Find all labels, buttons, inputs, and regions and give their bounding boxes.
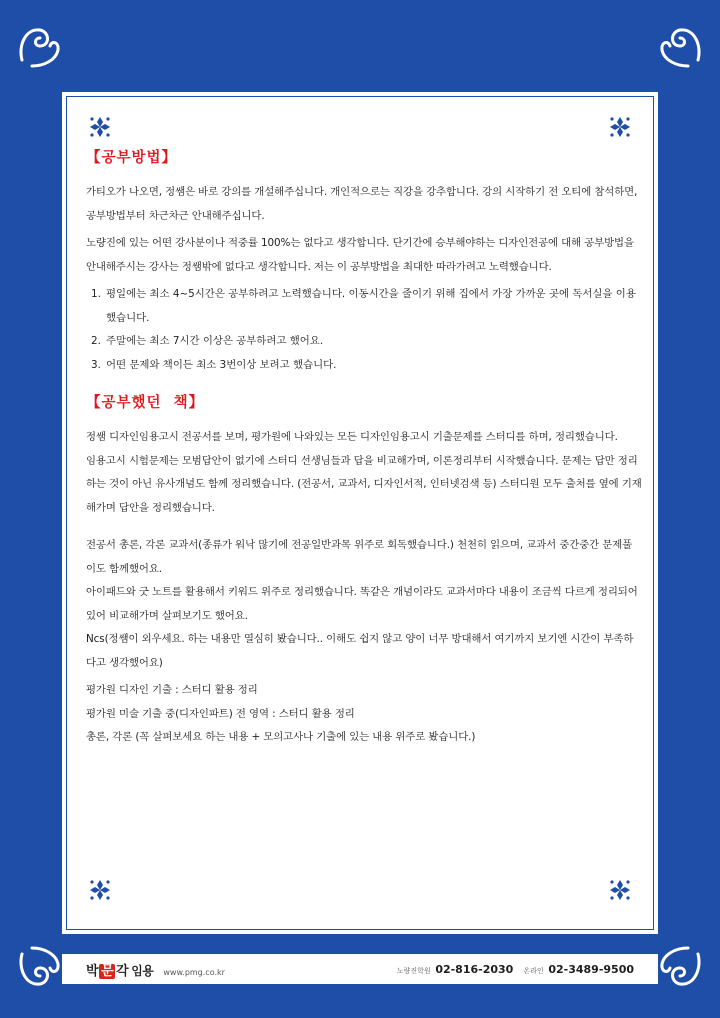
brand bbox=[86, 960, 225, 979]
paragraph: 임용고시 시험문제는 모범답안이 없기에 스터디 선생님들과 답을 비교해가며, 이론정리부터 시작했습니다. 문제는 답만 정리하는 것이 아닌 유사개념도 함께 정리했습니다. (전공서, 교과서, 디자인서적, 인터넷검색 등) 스터디원 모두 출처를 옆에 기재해가며 답안을 정리했습니다. bbox=[86, 454, 642, 514]
study-plan-list bbox=[86, 283, 642, 377]
list-item: 1. 평일에는 최소 4~5시간은 공부하려고 노력했습니다. 이동시간을 줄이기 위해 집에서 가장 가까운 곳에 독서실을 이용했습니다. bbox=[91, 288, 636, 324]
contact-label: 노량진학원 bbox=[396, 966, 431, 975]
list-item: 2. 주말에는 최소 7시간 이상은 공부하려고 했어요. bbox=[91, 335, 324, 347]
section-title-books: 【공부했던 책】 bbox=[86, 395, 205, 411]
footer-bar bbox=[62, 954, 658, 984]
diamond-ornament-bottom-left-icon bbox=[87, 877, 113, 903]
summary-line: 총론, 각론 (꼭 살펴보세요 하는 내용 + 모의고사나 기출에 있는 내용 위주로 봤습니다.) bbox=[86, 731, 476, 743]
diamond-ornament-top-right-icon bbox=[607, 114, 633, 140]
contact-number: 02-3489-9500 bbox=[548, 962, 634, 976]
paragraph: 전공서 총론, 각론 교과서(종류가 워낙 많기에 전공일반과목 위주로 회독했습니다.) 천천히 읽으며, 교과서 중간중간 문제풀이도 함께했어요. bbox=[86, 539, 633, 575]
paragraph: Ncs(정쌤이 외우세요. 하는 내용만 열심히 봤습니다.. 이해도 쉽지 않고 양이 너무 방대해서 여기까지 보기엔 시간이 부족하다고 생각했어요) bbox=[86, 633, 634, 669]
contact-label: 온라인 bbox=[523, 966, 544, 975]
paragraph: 정쌤 디자인임용고시 전공서를 보며, 평가원에 나와있는 모든 디자인임용고시 기출문제를 스터디를 하며, 정리했습니다. bbox=[86, 431, 618, 443]
contact-number: 02-816-2030 bbox=[435, 962, 514, 976]
corner-swirl-top-left-icon bbox=[14, 20, 64, 70]
website-url[interactable]: www.pmg.co.kr bbox=[163, 967, 225, 977]
paragraph: 아이패드와 굿 노트를 활용해서 키워드 위주로 정리했습니다. 똑같은 개념이라도 교과서마다 내용이 조금씩 다르게 정리되어 있어 비교해가며 살펴보기도 했어요. bbox=[86, 586, 638, 622]
corner-swirl-top-right-icon bbox=[656, 20, 706, 70]
section-title-study-method: 【공부방법】 bbox=[86, 150, 178, 166]
summary-line: 평가원 미술 기출 중(디자인파트) 전 영역 : 스터디 활용 정리 bbox=[86, 707, 355, 720]
publisher-logo: 박 문 각 임용 bbox=[86, 963, 154, 979]
summary-line: 평가원 디자인 기출 : 스터디 활용 정리 bbox=[86, 684, 258, 696]
paragraph: 가티오가 나오면, 정쌤은 바로 강의를 개설해주십니다. 개인적으로는 직강을 강추합니다. 강의 시작하기 전 오티에 참석하면, 공부방법부터 차근차근 안내해주십니다. bbox=[86, 186, 638, 222]
corner-swirl-bottom-right-icon bbox=[656, 944, 706, 994]
list-item: 3. 어떤 문제와 책이든 최소 3번이상 보려고 했습니다. bbox=[91, 358, 337, 371]
contact-info bbox=[397, 963, 634, 976]
diamond-ornament-bottom-right-icon bbox=[607, 877, 633, 903]
paragraph: 노량진에 있는 어떤 강사분이나 적중률 100%는 없다고 생각합니다. 단기간에 승부해야하는 디자인전공에 대해 공부방법을 안내해주시는 강사는 정쌤밖에 없다고 생각합니다. 저는 이 공부방법을 최대한 따라가려고 노력했습니다. bbox=[86, 237, 634, 273]
diamond-ornament-top-left-icon bbox=[87, 114, 113, 140]
document-body bbox=[86, 146, 642, 750]
corner-swirl-bottom-left-icon bbox=[14, 944, 64, 994]
